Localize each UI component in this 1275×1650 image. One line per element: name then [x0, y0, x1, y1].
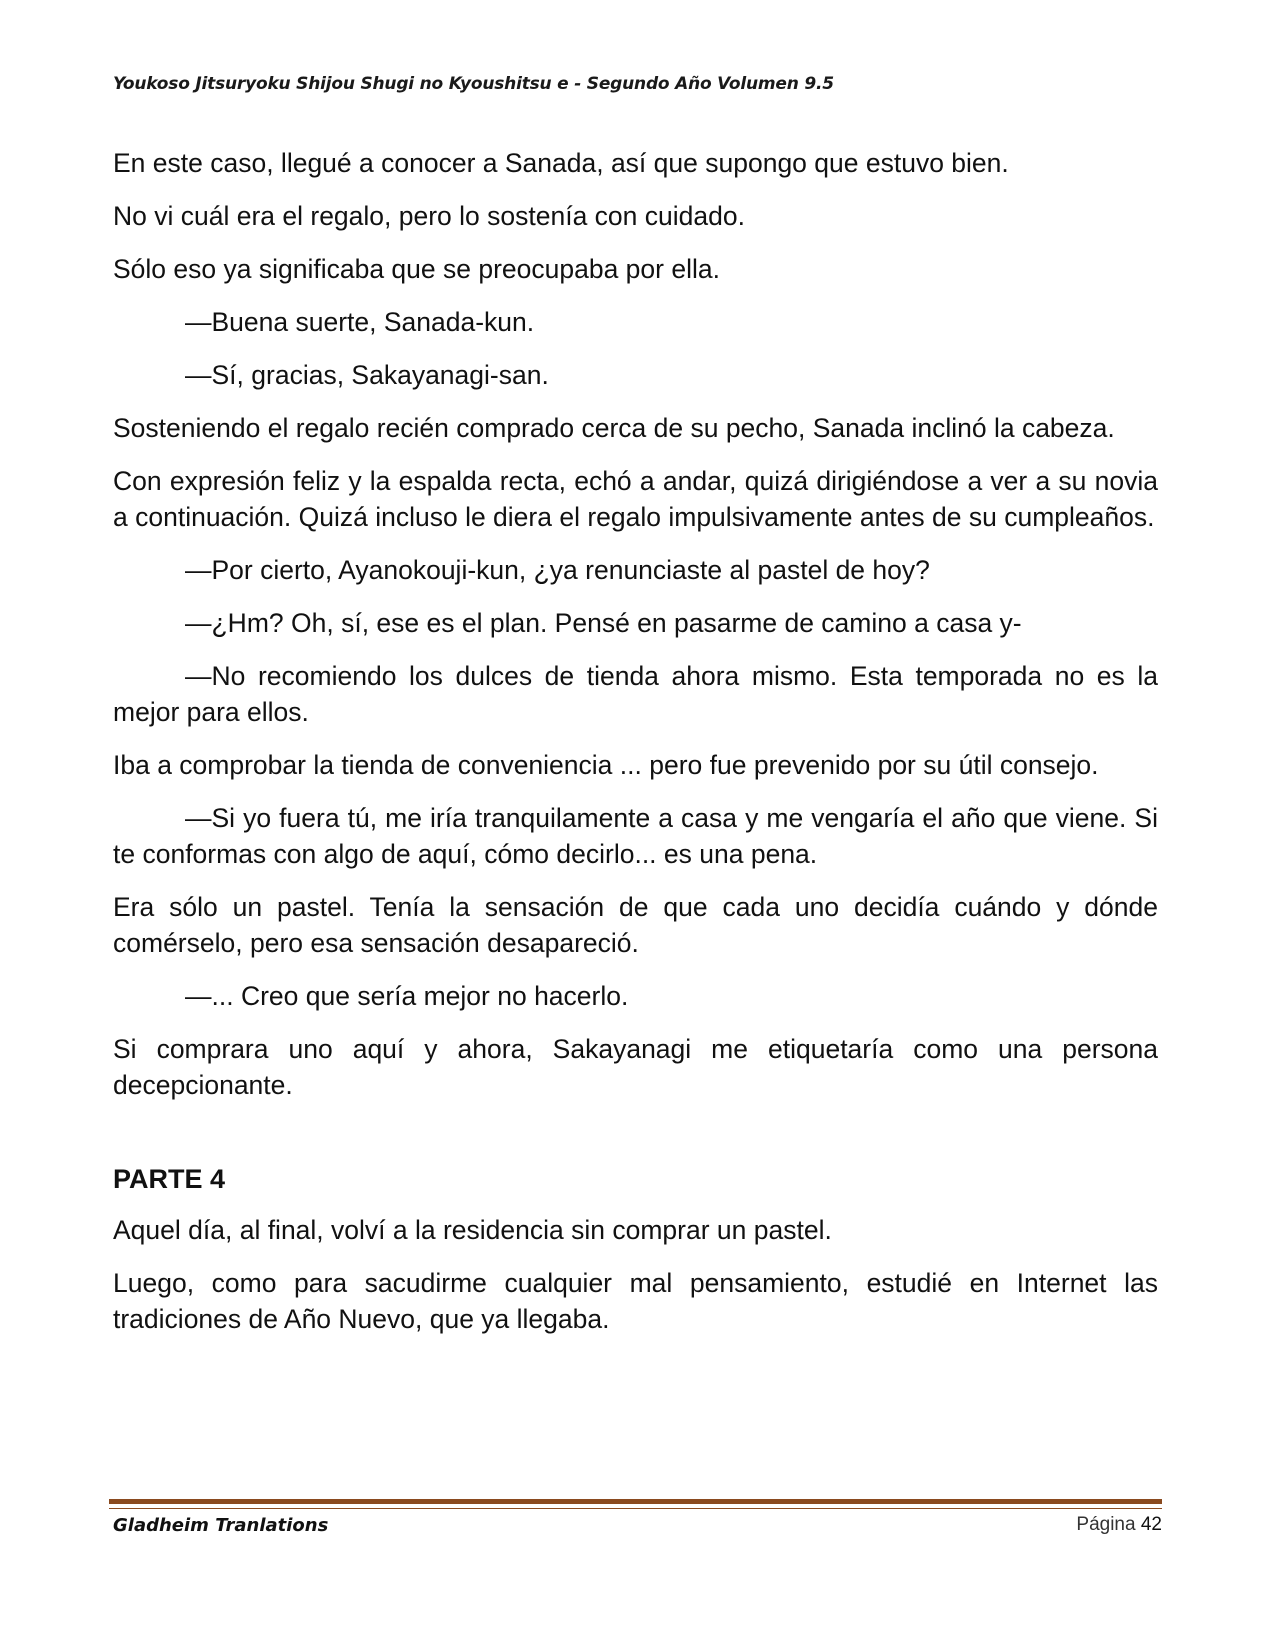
paragraph: Aquel día, al final, volví a la residencia sin comprar un pastel.: [113, 1215, 832, 1245]
footer-rule-thick: [109, 1499, 1162, 1504]
dialogue-line: —¿Hm? Oh, sí, ese es el plan. Pensé en pasarme de camino a casa y-: [185, 608, 1022, 638]
paragraph: Si comprara uno aquí y ahora, Sakayanagi me etiquetaría como una persona decepcionante.: [113, 1034, 1158, 1100]
section-heading: PARTE 4: [113, 1164, 226, 1194]
footer-credit: Gladheim Tranlations: [113, 1515, 329, 1536]
page-body: [113, 145, 1158, 1354]
dialogue-line: —Sí, gracias, Sakayanagi-san.: [185, 360, 549, 390]
dialogue-line: —Por cierto, Ayanokouji-kun, ¿ya renunciaste al pastel de hoy?: [185, 555, 930, 585]
dialogue-line: —Si yo fuera tú, me iría tranquilamente a casa y me vengaría el año que viene. Si te conformas con algo de aquí, cómo decirlo... es una pena.: [113, 803, 1158, 869]
paragraph: Con expresión feliz y la espalda recta, echó a andar, quizá dirigiéndose a ver a su novia a continuación. Quizá incluso le diera el regalo impulsivamente antes de su cumpleaños.: [113, 466, 1158, 532]
paragraph: No vi cuál era el regalo, pero lo sostenía con cuidado.: [113, 201, 745, 231]
page-number: 42: [1140, 1514, 1162, 1535]
footer-rule-thin: [109, 1508, 1162, 1509]
dialogue-line: —... Creo que sería mejor no hacerlo.: [185, 981, 629, 1011]
page-indicator: [1076, 1514, 1162, 1536]
paragraph: Sólo eso ya significaba que se preocupaba por ella.: [113, 254, 720, 284]
dialogue-line: —No recomiendo los dulces de tienda ahora mismo. Esta temporada no es la mejor para ellos.: [113, 661, 1158, 727]
paragraph: Sosteniendo el regalo recién comprado cerca de su pecho, Sanada inclinó la cabeza.: [113, 413, 1115, 443]
paragraph: Luego, como para sacudirme cualquier mal pensamiento, estudié en Internet las tradiciones de Año Nuevo, que ya llegaba.: [113, 1268, 1158, 1334]
page-label: Página: [1076, 1514, 1136, 1535]
dialogue-line: —Buena suerte, Sanada-kun.: [185, 307, 535, 337]
paragraph: Era sólo un pastel. Tenía la sensación de que cada uno decidía cuándo y dónde comérselo, pero esa sensación desapareció.: [113, 892, 1158, 958]
paragraph: Iba a comprobar la tienda de conveniencia ... pero fue prevenido por su útil consejo.: [113, 750, 1099, 780]
paragraph: En este caso, llegué a conocer a Sanada, así que supongo que estuvo bien.: [113, 148, 1009, 178]
running-header: Youkoso Jitsuryoku Shijou Shugi no Kyoushitsu e - Segundo Año Volumen 9.5: [113, 74, 834, 94]
